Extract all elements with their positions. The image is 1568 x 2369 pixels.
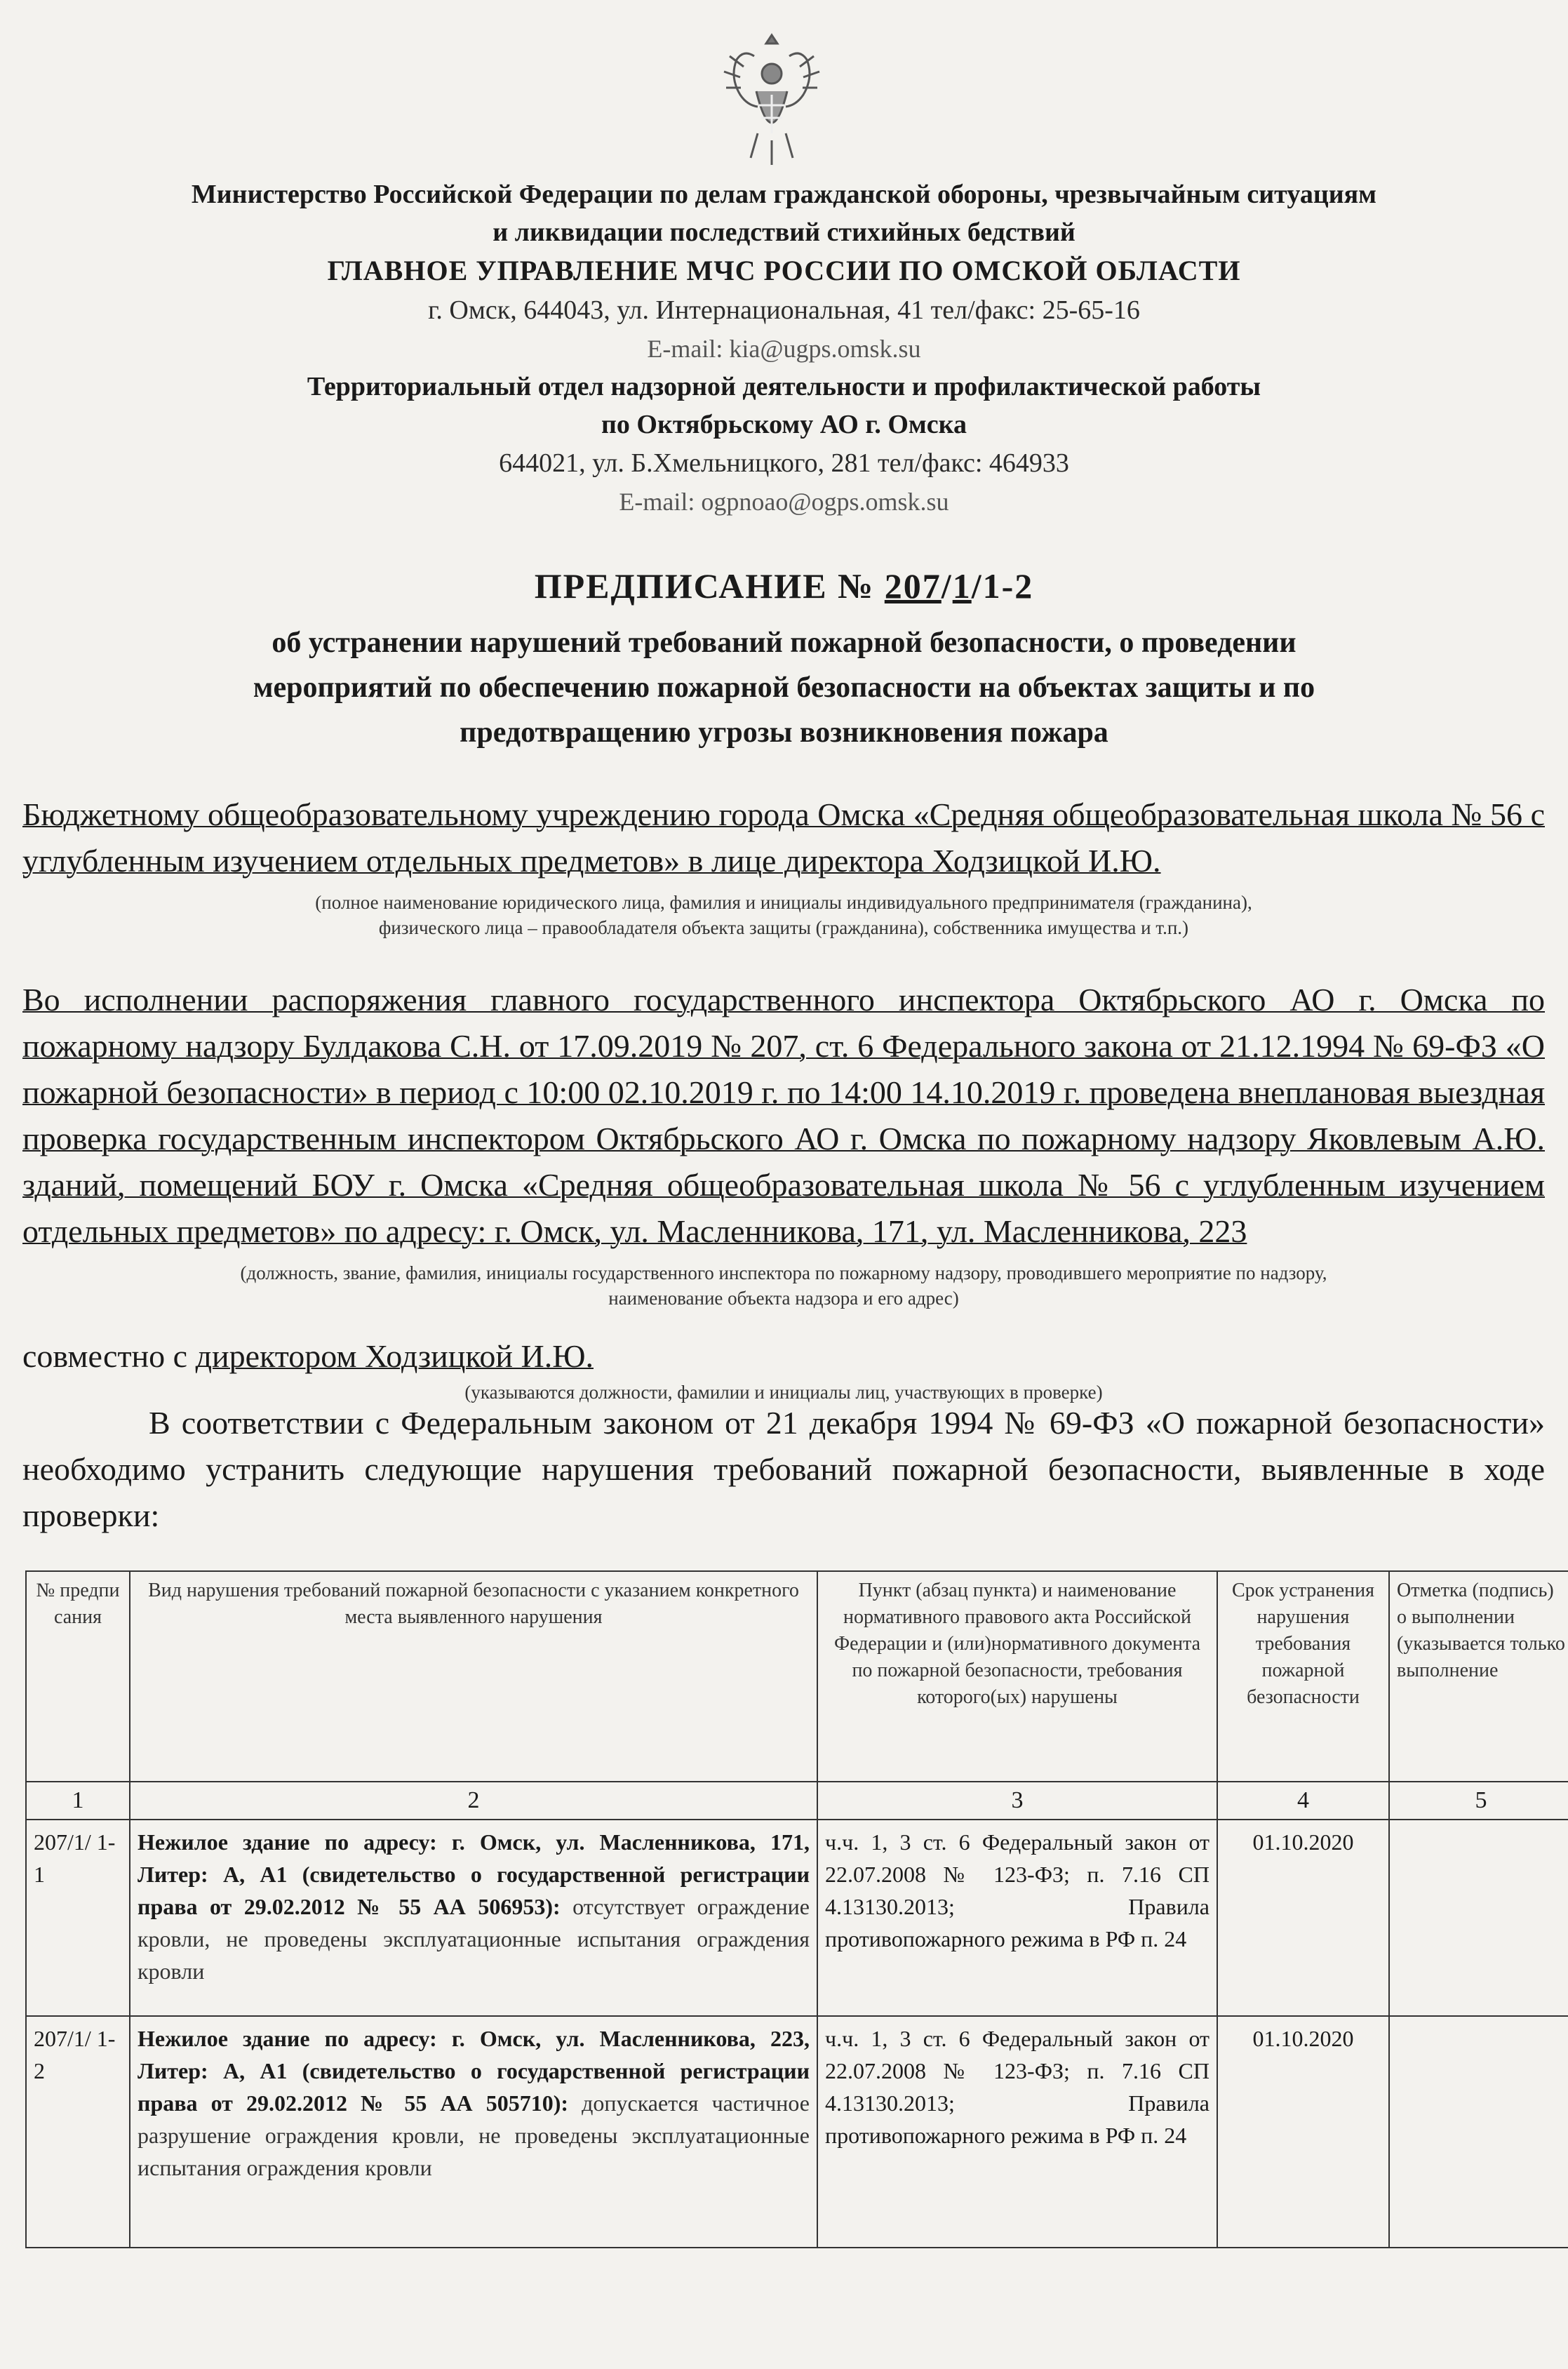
violation-description bbox=[130, 2016, 817, 2248]
header-completion-mark: Отметка (подпись) о выполнении (указывается только выполнение bbox=[1389, 1571, 1568, 1782]
territorial-office-email: E-mail: ogpnoao@ogps.omsk.su bbox=[619, 488, 949, 516]
department-email: E-mail: kia@ugps.omsk.su bbox=[647, 335, 921, 363]
header-order-number: № предпи сания bbox=[26, 1571, 130, 1782]
header-legal-reference: Пункт (абзац пункта) и наименование нормативного правового акта Российской Федерации и (или)нормативного документа по пожарной безопасности, требования которого(ых) нарушены bbox=[817, 1571, 1217, 1782]
jointly-person: директором Ходзицкой И.Ю. bbox=[195, 1338, 594, 1374]
violations-table bbox=[25, 1570, 1568, 2248]
violation-details: допускается частичное разрушение ограждения кровли, не проведены эксплуатационные испытания ограждения кровли bbox=[138, 2090, 810, 2180]
letterhead bbox=[0, 175, 1568, 521]
column-number: 2 bbox=[130, 1782, 817, 1820]
document-title bbox=[0, 561, 1568, 755]
territorial-office-area: по Октябрьскому АО г. Омска bbox=[601, 410, 967, 439]
intro-section bbox=[22, 1400, 1545, 1539]
ministry-name: Министерство Российской Федерации по делам гражданской обороны, чрезвычайным ситуациям bbox=[191, 180, 1377, 209]
addressee-section bbox=[22, 792, 1545, 940]
column-number: 5 bbox=[1389, 1782, 1568, 1820]
subtitle-line3: предотвращению угрозы возникновения пожара bbox=[460, 716, 1108, 749]
inspection-caption: (должность, звание, фамилия, инициалы государственного инспектора по пожарному надзору, проводившего мероприятие по надзору, наименование объекта надзора и его адрес) bbox=[240, 1262, 1327, 1309]
order-number-part2: 1 bbox=[952, 566, 972, 606]
order-number: ПРЕДПИСАНИЕ № 207/1/1-2 bbox=[534, 566, 1034, 606]
violation-object: Нежилое здание по адресу: г. Омск, ул. Масленникова, 171, Литер: А, А1 (свидетельство о государственной регистрации права от 29.02.2012 № 55 АА 506953): bbox=[138, 1829, 810, 1919]
jointly-caption: (указываются должности, фамилии и инициалы лиц, участвующих в проверке) bbox=[464, 1382, 1103, 1403]
table-row bbox=[26, 2016, 1568, 2248]
emergency-ministry-emblem-icon bbox=[716, 28, 828, 168]
table-row bbox=[26, 1820, 1568, 2016]
jointly-text: совместно с директором Ходзицкой И.Ю. bbox=[22, 1338, 594, 1374]
violation-completion-mark bbox=[1389, 1820, 1568, 2016]
column-number: 1 bbox=[26, 1782, 130, 1820]
violation-id: 207/1/ 1-1 bbox=[26, 1820, 130, 2016]
subtitle-line2: мероприятий по обеспечению пожарной безопасности на объектах защиты и по bbox=[253, 672, 1315, 704]
violation-deadline: 01.10.2020 bbox=[1217, 1820, 1389, 2016]
order-number-part1: 207 bbox=[884, 566, 942, 606]
department-name: ГЛАВНОЕ УПРАВЛЕНИЕ МЧС РОССИИ ПО ОМСКОЙ ОБЛАСТИ bbox=[327, 255, 1241, 286]
violation-id: 207/1/ 1-2 bbox=[26, 2016, 130, 2248]
department-address: г. Омск, 644043, ул. Интернациональная, 41 тел/факс: 25-65-16 bbox=[428, 295, 1140, 325]
header-deadline: Срок устранения нарушения требования пожарной безопасности bbox=[1217, 1571, 1389, 1782]
territorial-office-name: Территориальный отдел надзорной деятельности и профилактической работы bbox=[307, 372, 1261, 401]
table-header-row bbox=[26, 1571, 1568, 1782]
order-number-part3: 1-2 bbox=[982, 566, 1034, 606]
violation-details: отсутствует ограждение кровли, не проведены эксплуатационные испытания ограждения кровли bbox=[138, 1894, 810, 1984]
violation-description bbox=[130, 1820, 817, 2016]
ministry-name-cont: и ликвидации последствий стихийных бедствий bbox=[492, 218, 1076, 247]
intro-text: В соответствии с Федеральным законом от 21 декабря 1994 № 69-ФЗ «О пожарной безопасности» необходимо устранить следующие нарушения требований пожарной безопасности, выявленные в ходе проверки: bbox=[22, 1405, 1545, 1533]
inspection-section bbox=[22, 977, 1545, 1311]
territorial-office-address: 644021, ул. Б.Хмельницкого, 281 тел/факс: 464933 bbox=[499, 448, 1069, 478]
violation-legal-reference: ч.ч. 1, 3 ст. 6 Федеральный закон от 22.07.2008 № 123-ФЗ; п. 7.16 СП 4.13130.2013; Правила противопожарного режима в РФ п. 24 bbox=[817, 2016, 1217, 2248]
violation-completion-mark bbox=[1389, 2016, 1568, 2248]
violation-legal-reference: ч.ч. 1, 3 ст. 6 Федеральный закон от 22.07.2008 № 123-ФЗ; п. 7.16 СП 4.13130.2013; Правила противопожарного режима в РФ п. 24 bbox=[817, 1820, 1217, 2016]
violation-deadline: 01.10.2020 bbox=[1217, 2016, 1389, 2248]
order-subtitle bbox=[0, 620, 1568, 755]
jointly-section bbox=[22, 1333, 1545, 1405]
column-number: 4 bbox=[1217, 1782, 1389, 1820]
violation-object: Нежилое здание по адресу: г. Омск, ул. Масленникова, 223, Литер: А, А1 (свидетельство о государственной регистрации права от 29.02.2012 № 55 АА 505710): bbox=[138, 2026, 810, 2116]
addressee-caption: (полное наименование юридического лица, фамилия и инициалы индивидуального предпринимателя (гражданина), физического лица – правообладателя объекта защиты (гражданина), собственника имущества и т.п.) bbox=[315, 892, 1252, 938]
inspection-text: Во исполнении распоряжения главного государственного инспектора Октябрьского АО г. Омска по пожарному надзору Булдакова С.Н. от 17.09.2019 № 207, ст. 6 Федерального закона от 21.12.1994 № 69-ФЗ «О пожарной безопасности» в период с 10:00 02.10.2019 г. по 14:00 14.10.2019 г. проведена внеплановая выездная проверка государственным инспектором Октябрьского АО г. Омска по пожарному надзору Яковлевым А.Ю. зданий, помещений БОУ г. Омска «Средняя общеобразовательная школа № 56 с углубленным изучением отдельных предметов» по адресу: г. Омск, ул. Масленникова, 171, ул. Масленникова, 223 bbox=[22, 982, 1545, 1249]
order-prefix: ПРЕДПИСАНИЕ № bbox=[534, 566, 875, 606]
addressee-text: Бюджетному общеобразовательному учреждению города Омска «Средняя общеобразовательная школа № 56 с углубленным изучением отдельных предметов» в лице директора Ходзицкой И.Ю. bbox=[22, 796, 1545, 879]
column-number: 3 bbox=[817, 1782, 1217, 1820]
table-number-row bbox=[26, 1782, 1568, 1820]
subtitle-line1: об устранении нарушений требований пожарной безопасности, о проведении bbox=[272, 627, 1296, 659]
header-violation-type: Вид нарушения требований пожарной безопасности с указанием конкретного места выявленного нарушения bbox=[130, 1571, 817, 1782]
